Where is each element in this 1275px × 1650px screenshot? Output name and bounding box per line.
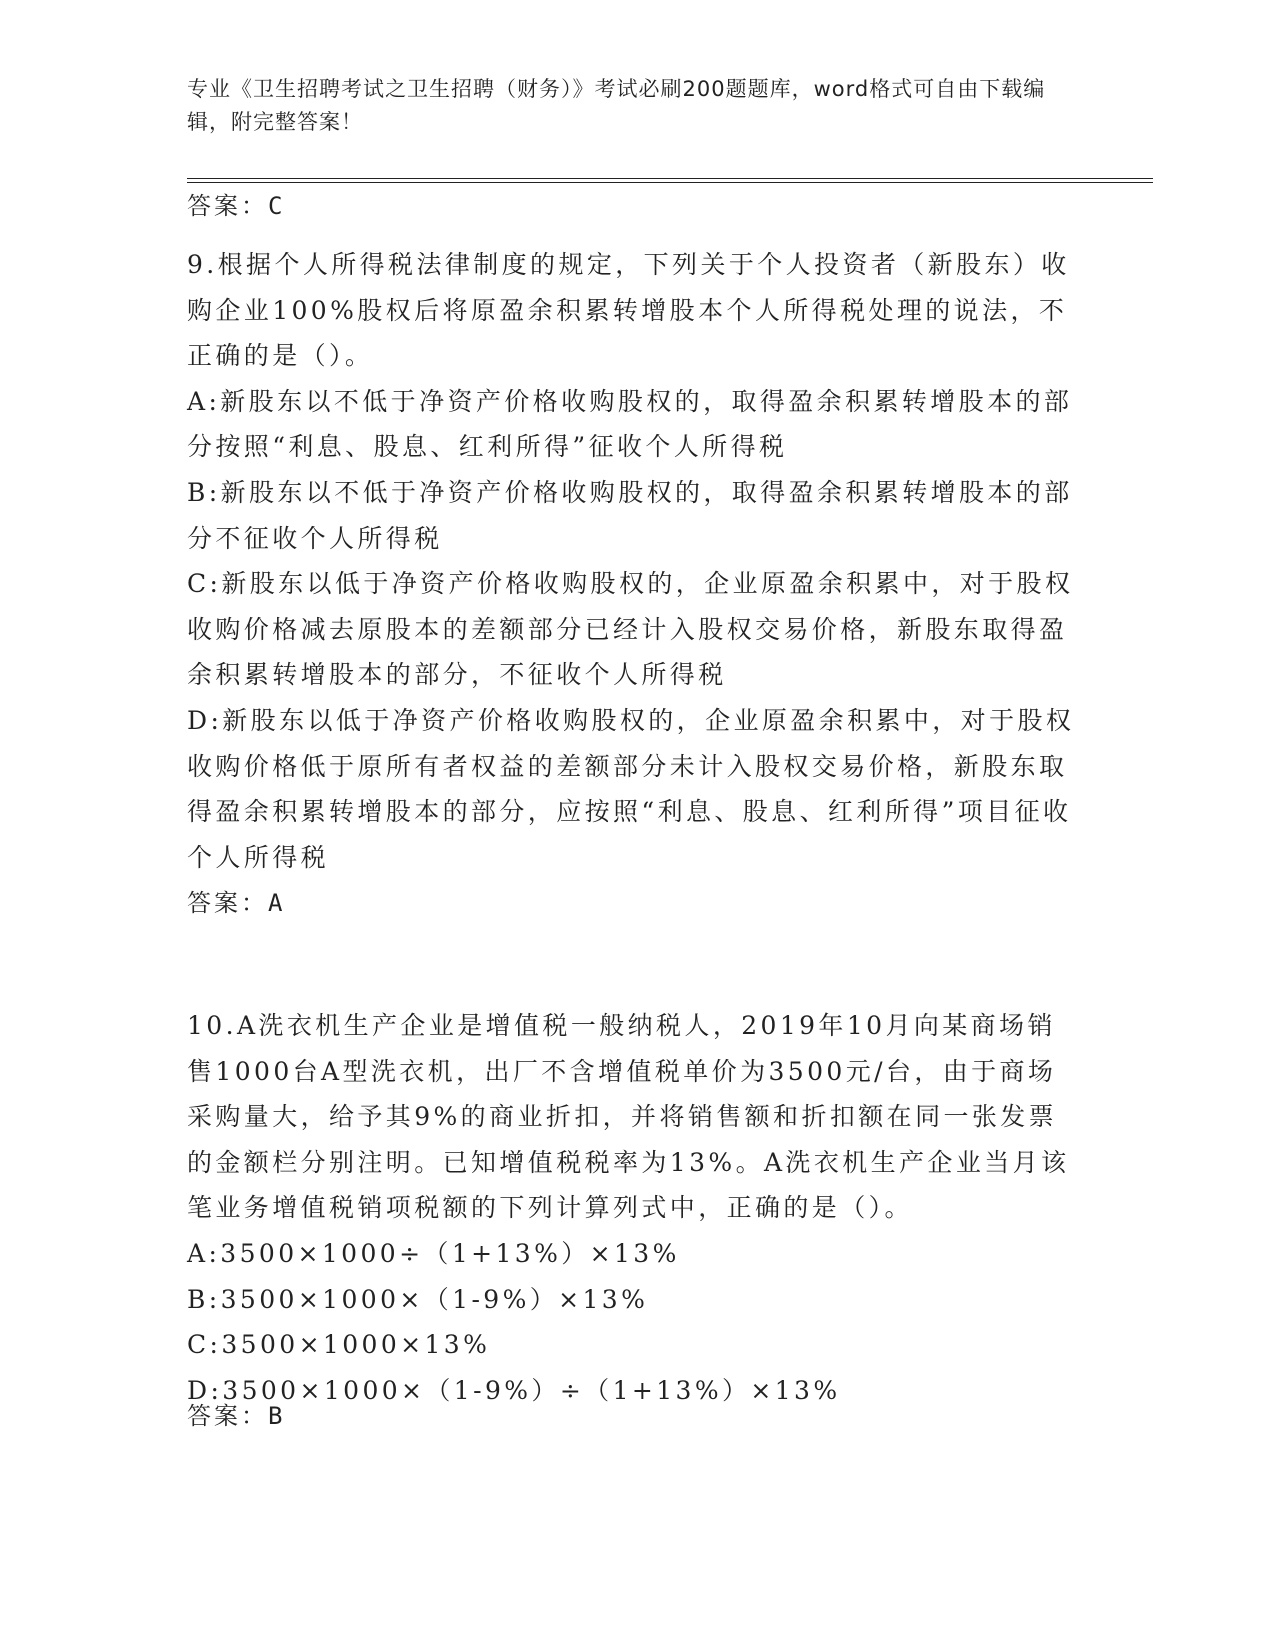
- option-a: A:新股东以不低于净资产价格收购股权的，取得盈余积累转增股本的部分按照“利息、股息、红利所得”征收个人所得税: [187, 386, 1073, 462]
- answer-value: A: [268, 889, 285, 917]
- option-c: C:新股东以低于净资产价格收购股权的，企业原盈余积累中，对于股权收购价格减去原股本的差额部分已经计入股权交易价格，新股东取得盈余积累转增股本的部分，不征收个人所得税: [187, 569, 1074, 690]
- answer-label: 答案：: [187, 889, 268, 917]
- answer-label: 答案：: [187, 192, 268, 220]
- question-stem: 9.根据个人所得税法律制度的规定，下列关于个人投资者（新股东）收购企业100%股权后将原盈余积累转增股本个人所得税处理的说法，不正确的是（）。: [187, 250, 1070, 371]
- option-d: D:3500×1000×（1-9%）÷（1+13%）×13%: [187, 1375, 841, 1405]
- option-b: B:新股东以不低于净资产价格收购股权的，取得盈余积累转增股本的部分不征收个人所得税: [187, 477, 1073, 553]
- question-stem: 10.A洗衣机生产企业是增值税一般纳税人，2019年10月向某商场销售1000台A型洗衣机，出厂不含增值税单价为3500元/台，由于商场采购量大，给予其9%的商业折扣，并将销售额和折扣额在同一张发票的金额栏分别注明。已知增值税税率为13%。A洗衣机生产企业当月该笔业务增值税销项税额的下列计算列式中，正确的是（）。: [187, 1011, 1070, 1223]
- header-text: 专业《卫生招聘考试之卫生招聘（财务）》考试必刷200题题库，word格式可自由下载编辑，附完整答案！: [187, 77, 1046, 134]
- option-a: A:3500×1000÷（1+13%）×13%: [187, 1238, 680, 1268]
- option-b: B:3500×1000×（1-9%）×13%: [187, 1284, 649, 1314]
- answer-label: 答案：: [187, 1402, 268, 1430]
- option-d: D:新股东以低于净资产价格收购股权的，企业原盈余积累中，对于股权收购价格低于原所有者权益的差额部分未计入股权交易价格，新股东取得盈余积累转增股本的部分，应按照“利息、股息、红利所得”项目征收个人所得税: [187, 705, 1075, 872]
- document-header: [187, 73, 1067, 139]
- answer-value: B: [268, 1402, 285, 1430]
- option-c: C:3500×1000×13%: [187, 1330, 491, 1360]
- header-divider-top: [187, 178, 1153, 179]
- question-9: [187, 242, 1077, 880]
- previous-answer: [187, 186, 284, 221]
- question-10-answer: [187, 1396, 284, 1431]
- question-9-answer: [187, 883, 284, 918]
- answer-value: C: [268, 192, 285, 220]
- question-10: [187, 1003, 1077, 1413]
- header-divider-bottom: [187, 182, 1153, 183]
